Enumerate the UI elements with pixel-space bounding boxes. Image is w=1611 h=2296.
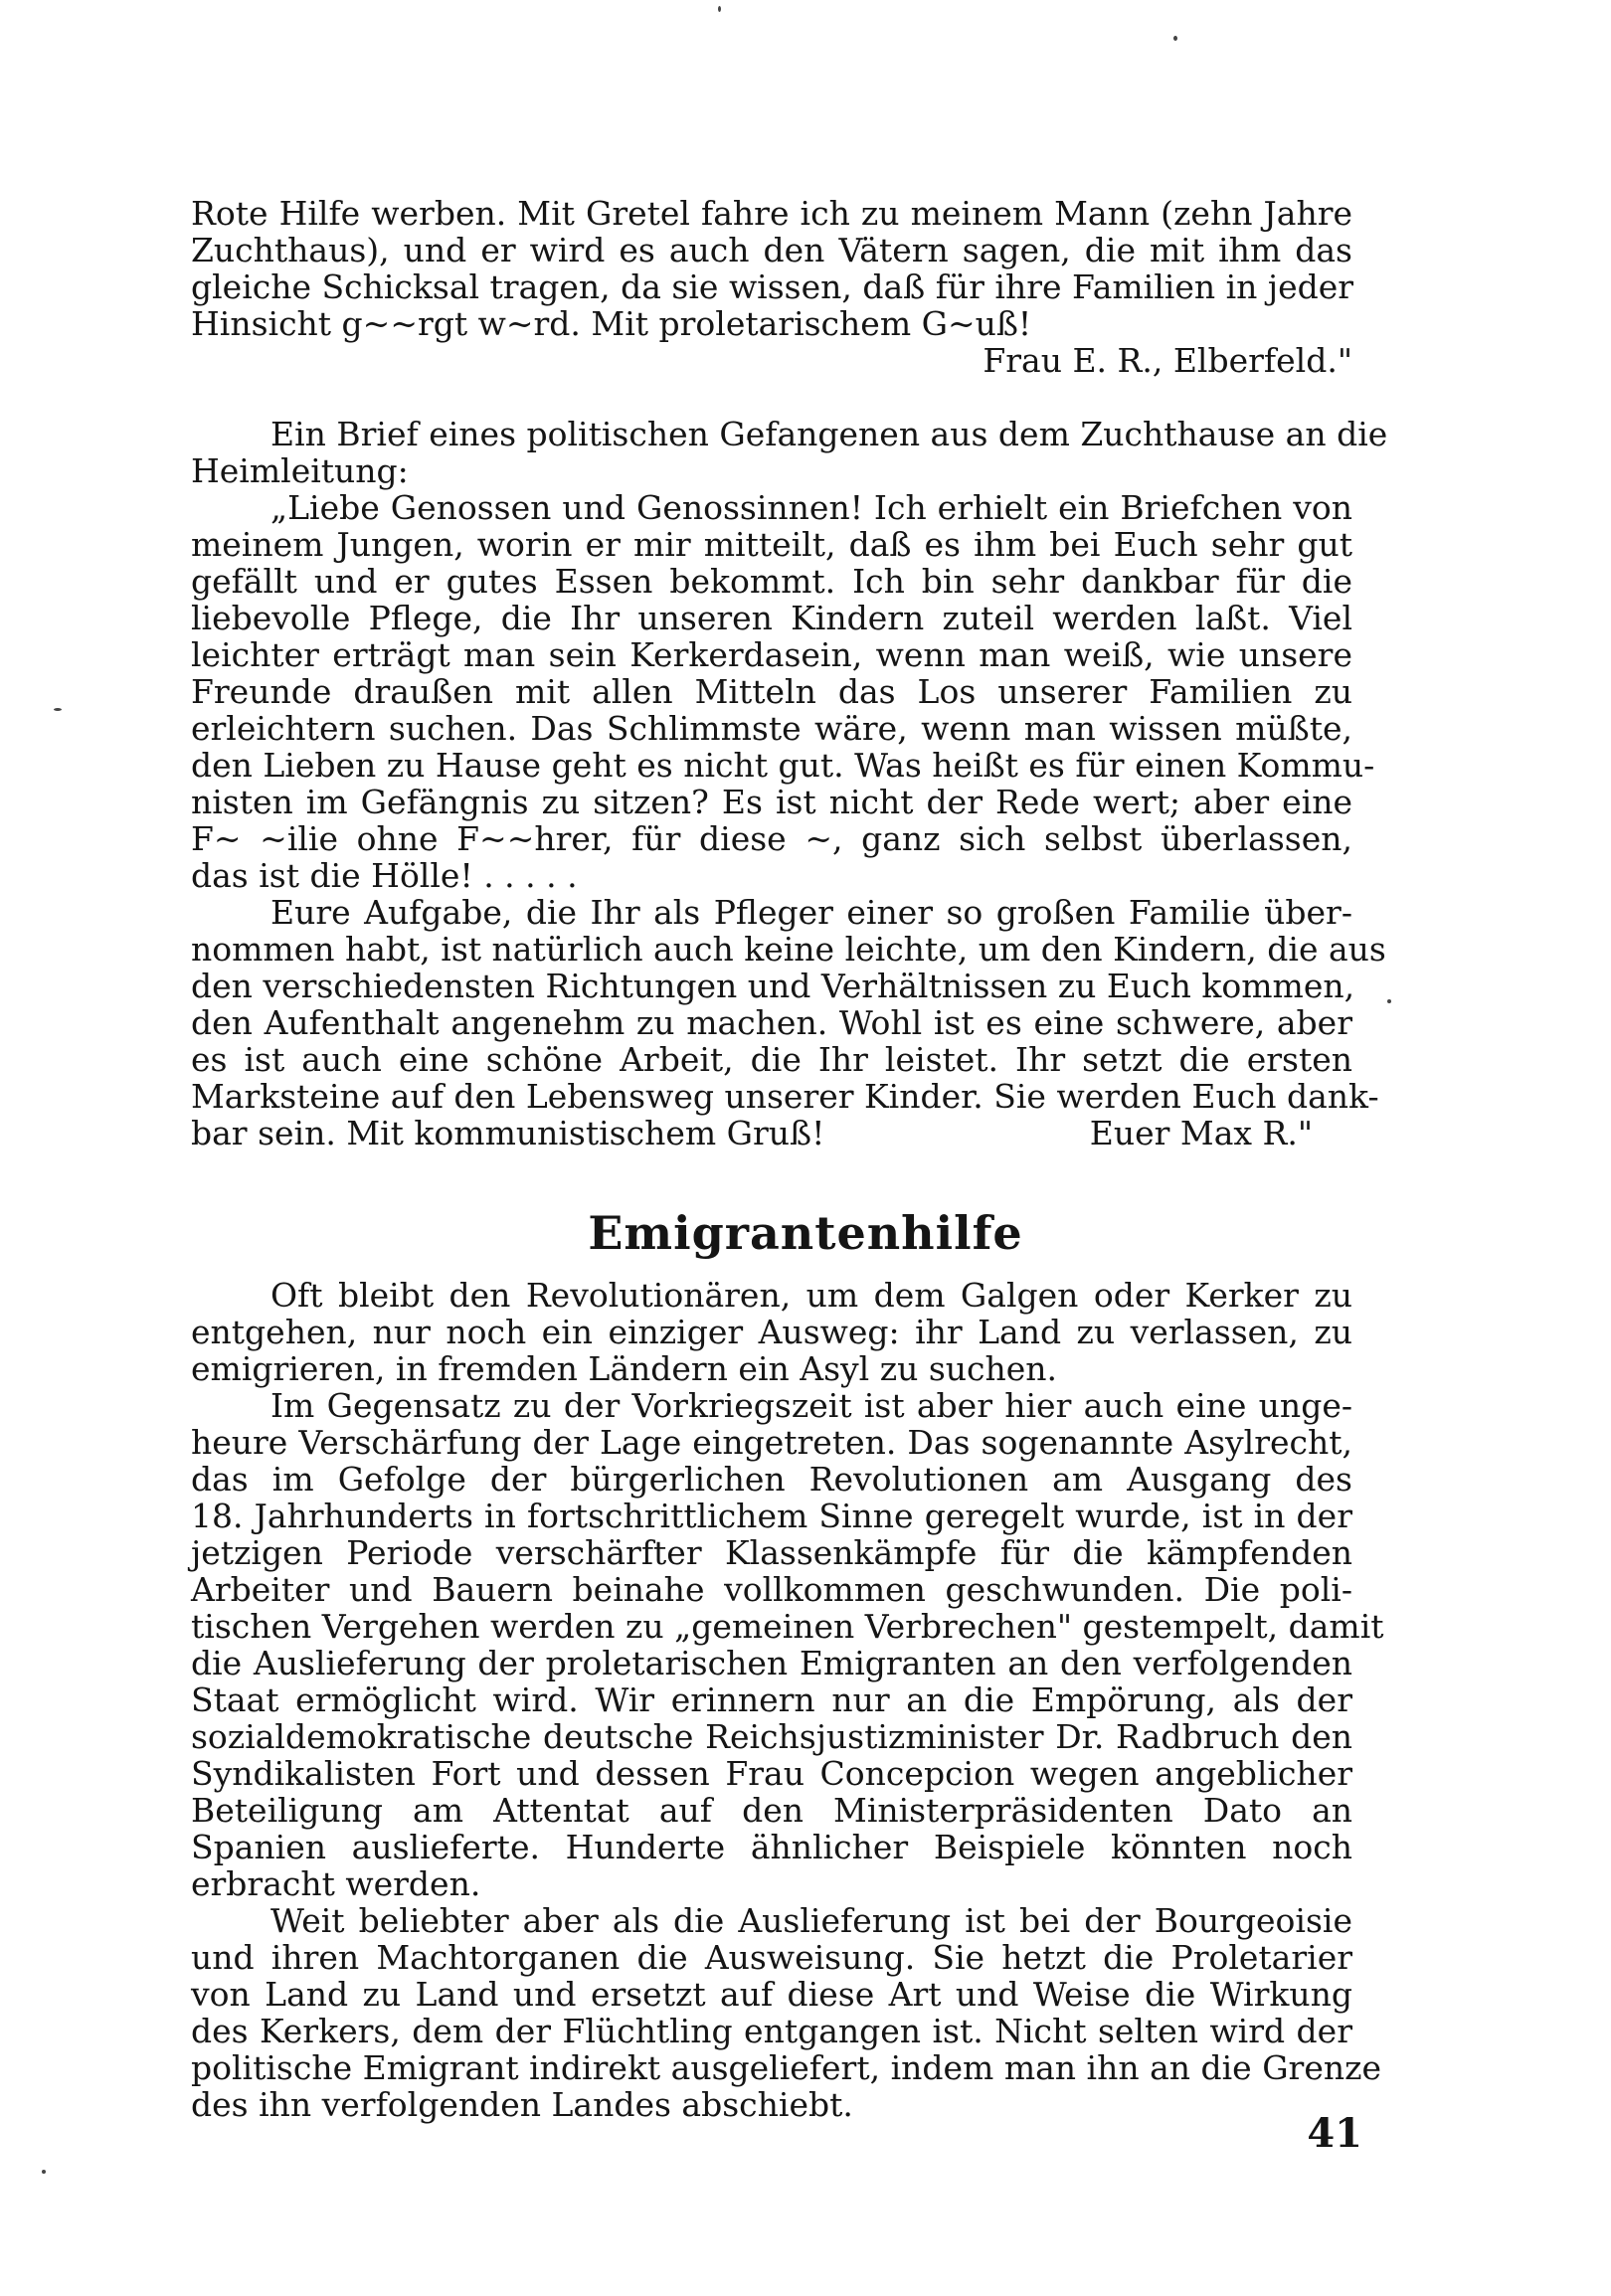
text-line: das ist die Hölle! . . . . . (191, 856, 578, 895)
text-line: Syndikalisten Fort und dessen Frau Concepcion wegen angeblicher (191, 1754, 1352, 1793)
text-line: Rote Hilfe werben. Mit Gretel fahre ich zu meinem Mann (zehn Jahre (191, 194, 1352, 233)
text-line: das im Gefolge der bürgerlichen Revolutionen am Ausgang des (191, 1460, 1352, 1499)
text-line: Weit beliebter aber als die Auslieferung ist bei der Bourgeoisie (270, 1901, 1352, 1940)
letter-two (191, 488, 1386, 1152)
text-line: emigrieren, in fremden Ländern ein Asyl zu suchen. (191, 1349, 1058, 1388)
letter-one (191, 195, 1352, 379)
text-line: entgehen, nur noch ein einziger Ausweg: ihr Land zu verlassen, zu (191, 1313, 1352, 1351)
text-line: Zuchthaus), und er wird es auch den Vätern sagen, die mit ihm das (191, 231, 1352, 269)
text-line: heure Verschärfung der Lage eingetreten. Das sogenannte Asylrecht, (191, 1423, 1352, 1462)
text-line: Eure Aufgabe, die Ihr als Pfleger einer so großen Familie über- (270, 893, 1352, 932)
letter-closing (191, 1115, 1352, 1151)
text-line: Im Gegensatz zu der Vorkriegszeit ist aber hier auch eine unge- (270, 1386, 1352, 1425)
text-line: politische Emigrant indirekt ausgeliefert, indem man ihn an die Grenze (191, 2048, 1382, 2087)
letter-signature: Frau E. R., Elberfeld." (983, 341, 1352, 380)
text-line: den Lieben zu Hause geht es nicht gut. Was heißt es für einen Kommu- (191, 746, 1375, 785)
text-line: 18. Jahrhunderts in fortschrittlichem Sinne geregelt wurde, ist in der (191, 1497, 1352, 1535)
section-body (191, 1276, 1384, 2124)
text-line: die Auslieferung der proletarischen Emigranten an den verfolgenden (191, 1644, 1352, 1682)
text-line: nommen habt, ist natürlich auch keine leichte, um den Kindern, die aus (191, 930, 1386, 969)
text-line: Ein Brief eines politischen Gefangenen aus dem Zuchthause an die (270, 415, 1388, 453)
section-heading: Emigrantenhilfe (588, 1206, 1023, 1260)
scan-speck (718, 6, 721, 12)
text-line: und ihren Machtorganen die Ausweisung. Sie hetzt die Proletarier (191, 1938, 1352, 1977)
text-line: Freunde draußen mit allen Mitteln das Los unserer Familien zu (191, 672, 1352, 711)
text-line: erbracht werden. (191, 1864, 481, 1903)
text-line: Staat ermöglicht wird. Wir erinnern nur an die Empörung, als der (191, 1680, 1352, 1719)
text-line: „Liebe Genossen und Genossinnen! Ich erhielt ein Briefchen von (270, 488, 1352, 527)
closing-greeting: bar sein. Mit kommunistischem Gruß! (191, 1114, 825, 1152)
text-line: Marksteine auf den Lebensweg unserer Kinder. Sie werden Euch dank- (191, 1077, 1379, 1116)
scan-speck (1173, 36, 1177, 41)
intro-paragraph (191, 415, 1388, 490)
text-line: nisten im Gefängnis zu sitzen? Es ist nicht der Rede wert; aber eine (191, 783, 1352, 821)
text-line: liebevolle Pflege, die Ihr unseren Kindern zuteil werden laßt. Viel (191, 599, 1352, 637)
scan-speck (42, 2170, 46, 2174)
text-line: erleichtern suchen. Das Schlimmste wäre, wenn man wissen müßte, (191, 709, 1352, 748)
text-line: von Land zu Land und ersetzt auf diese Art und Weise die Wirkung (191, 1975, 1352, 2014)
text-line: sozialdemokratische deutsche Reichsjustizminister Dr. Radbruch den (191, 1717, 1352, 1756)
text-line: meinem Jungen, worin er mir mitteilt, daß es ihm bei Euch sehr gut (191, 525, 1352, 564)
closing-signature: Euer Max R." (1089, 1114, 1313, 1152)
text-line: F~ ~ilie ohne F~~hrer, für diese ~, ganz sich selbst überlassen, (191, 819, 1352, 858)
text-line: leichter erträgt man sein Kerkerdasein, wenn man weiß, wie unsere (191, 635, 1352, 674)
text-line: den Aufenthalt angenehm zu machen. Wohl ist es eine schwere, aber (191, 1003, 1352, 1042)
text-line: des Kerkers, dem der Flüchtling entgangen ist. Nicht selten wird der (191, 2012, 1352, 2050)
text-line: Arbeiter und Bauern beinahe vollkommen geschwunden. Die poli- (191, 1570, 1352, 1609)
text-line: gleiche Schicksal tragen, da sie wissen, daß für ihre Familien in jeder (191, 267, 1354, 306)
text-line: des ihn verfolgenden Landes abschiebt. (191, 2085, 853, 2124)
scan-speck (1387, 999, 1391, 1003)
text-line: es ist auch eine schöne Arbeit, die Ihr leistet. Ihr setzt die ersten (191, 1040, 1352, 1079)
text-line: Oft bleibt den Revolutionären, um dem Galgen oder Kerker zu (270, 1276, 1352, 1315)
text-line: tischen Vergehen werden zu „gemeinen Verbrechen" gestempelt, damit (191, 1607, 1384, 1646)
page-number: 41 (1307, 2110, 1362, 2157)
text-line: Beteiligung am Attentat auf den Ministerpräsidenten Dato an (191, 1791, 1352, 1830)
text-line: den verschiedensten Richtungen und Verhältnissen zu Euch kommen, (191, 967, 1355, 1005)
scan-speck (54, 708, 62, 711)
text-line: gefällt und er gutes Essen bekommt. Ich bin sehr dankbar für die (191, 562, 1352, 601)
text-line: Spanien auslieferte. Hunderte ähnlicher Beispiele könnten noch (191, 1828, 1352, 1866)
text-line: Hinsicht g~~rgt w~rd. Mit proletarischem G~uß! (191, 304, 1032, 343)
text-line: Heimleitung: (191, 451, 409, 490)
text-line: jetzigen Periode verschärfter Klassenkämpfe für die kämpfenden (191, 1533, 1352, 1572)
